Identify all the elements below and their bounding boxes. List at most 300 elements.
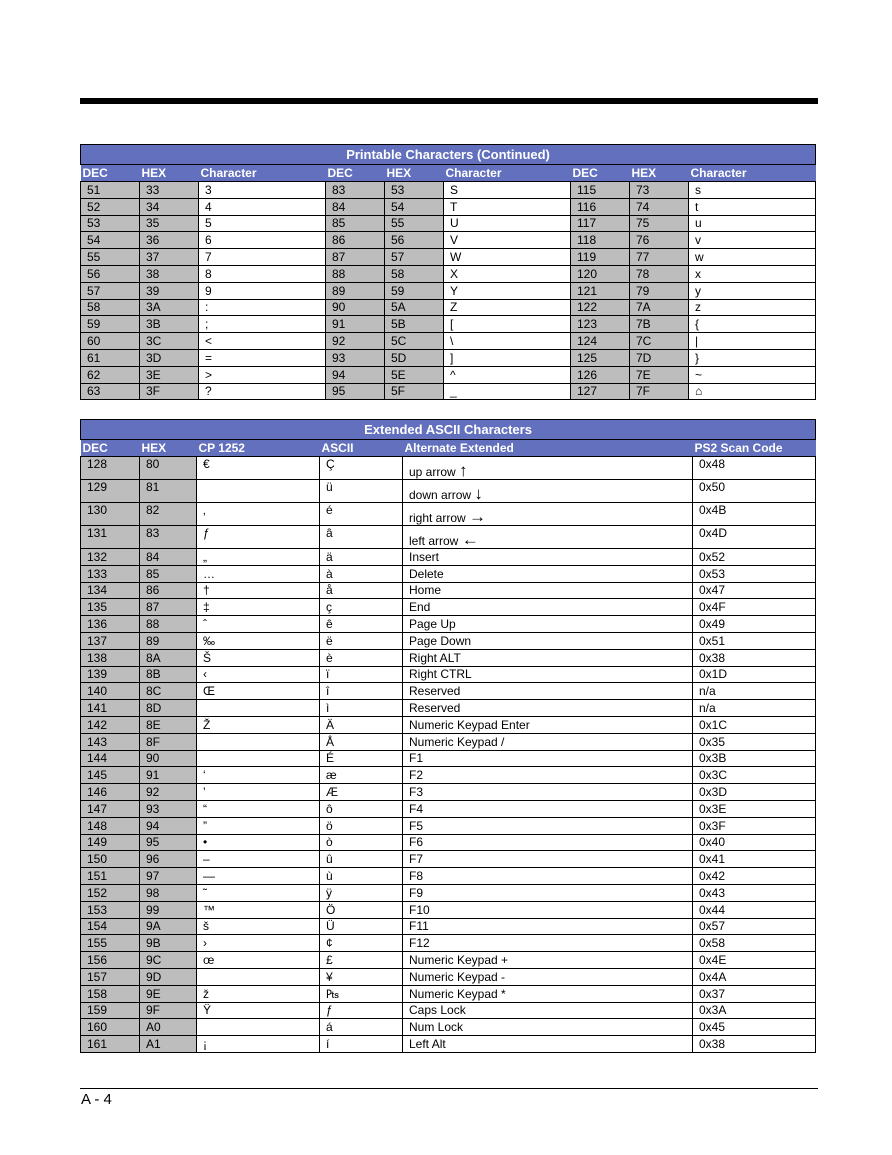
- cell-ascii: ù: [320, 868, 403, 885]
- table-row: [81, 935, 816, 952]
- cell-ps2-scan-code: 0x44: [693, 901, 816, 918]
- table-row: [81, 851, 816, 868]
- cell-alternate-extended: F3: [403, 784, 693, 801]
- col-header-dec: DEC: [81, 165, 140, 182]
- table-row: [81, 884, 816, 901]
- cell-dec: 150: [81, 851, 140, 868]
- cell-dec: 131: [81, 526, 140, 549]
- arrow-icon: →: [469, 507, 487, 526]
- cell-cp1252: €: [197, 457, 320, 480]
- cell-hex: 85: [140, 565, 197, 582]
- alternate-label: left arrow: [409, 534, 459, 548]
- cell-ps2-scan-code: 0x37: [693, 985, 816, 1002]
- table-row: [81, 249, 816, 266]
- cell-ps2-scan-code: 0x41: [693, 851, 816, 868]
- cell-dec: 95: [326, 383, 385, 400]
- cell-character: S: [444, 182, 571, 199]
- col-header-dec: DEC: [81, 440, 140, 457]
- cell-hex: 75: [630, 215, 689, 232]
- cell-dec: 92: [326, 333, 385, 350]
- cell-dec: 117: [571, 215, 630, 232]
- cell-ascii: Æ: [320, 784, 403, 801]
- cell-dec: 151: [81, 868, 140, 885]
- cell-character: W: [444, 249, 571, 266]
- cell-hex: 34: [140, 198, 199, 215]
- table-row: [81, 716, 816, 733]
- cell-dec: 156: [81, 952, 140, 969]
- cell-dec: 89: [326, 282, 385, 299]
- cell-cp1252: –: [197, 851, 320, 868]
- cell-alternate-extended: Numeric Keypad /: [403, 733, 693, 750]
- cell-character: _: [444, 383, 571, 400]
- cell-cp1252: ’: [197, 784, 320, 801]
- cell-ascii: è: [320, 649, 403, 666]
- alternate-label: up arrow: [409, 465, 456, 479]
- cell-hex: 7A: [630, 299, 689, 316]
- alternate-label: down arrow: [409, 488, 472, 502]
- cell-dec: 54: [81, 232, 140, 249]
- cell-hex: 81: [140, 480, 197, 503]
- cell-dec: 120: [571, 265, 630, 282]
- printable-characters-table: [80, 144, 816, 400]
- cell-hex: 96: [140, 851, 197, 868]
- table-row: [81, 480, 816, 503]
- cell-ps2-scan-code: 0x40: [693, 834, 816, 851]
- cell-ascii: î: [320, 683, 403, 700]
- cell-dec: 55: [81, 249, 140, 266]
- cell-cp1252: š: [197, 918, 320, 935]
- table-row: [81, 683, 816, 700]
- cell-alternate-extended: [403, 457, 693, 480]
- cell-character: 4: [199, 198, 326, 215]
- cell-dec: 63: [81, 383, 140, 400]
- cell-hex: 77: [630, 249, 689, 266]
- cell-alternate-extended: F6: [403, 834, 693, 851]
- cell-dec: 119: [571, 249, 630, 266]
- cell-ps2-scan-code: 0x3C: [693, 767, 816, 784]
- cell-cp1252: ˆ: [197, 616, 320, 633]
- cell-character: ^: [444, 366, 571, 383]
- cell-ps2-scan-code: 0x4D: [693, 526, 816, 549]
- cell-hex: 5D: [385, 349, 444, 366]
- table-row: [81, 457, 816, 480]
- cell-hex: 74: [630, 198, 689, 215]
- cell-character: }: [689, 349, 816, 366]
- cell-ascii: ö: [320, 817, 403, 834]
- cell-hex: 58: [385, 265, 444, 282]
- cell-hex: 94: [140, 817, 197, 834]
- cell-alternate-extended: End: [403, 599, 693, 616]
- cell-character: \: [444, 333, 571, 350]
- cell-hex: 86: [140, 582, 197, 599]
- table-row: [81, 349, 816, 366]
- table-row: [81, 985, 816, 1002]
- cell-cp1252: ‚: [197, 503, 320, 526]
- table-row: [81, 918, 816, 935]
- cell-hex: 80: [140, 457, 197, 480]
- cell-ps2-scan-code: 0x4A: [693, 968, 816, 985]
- cell-ps2-scan-code: 0x57: [693, 918, 816, 935]
- cell-hex: 9C: [140, 952, 197, 969]
- cell-ps2-scan-code: 0x4B: [693, 503, 816, 526]
- cell-hex: A0: [140, 1019, 197, 1036]
- cell-hex: 38: [140, 265, 199, 282]
- cell-character: x: [689, 265, 816, 282]
- cell-ascii: Ü: [320, 918, 403, 935]
- table-row: [81, 282, 816, 299]
- cell-dec: 141: [81, 700, 140, 717]
- cell-cp1252: ƒ: [197, 526, 320, 549]
- cell-cp1252: Š: [197, 649, 320, 666]
- cell-cp1252: [197, 733, 320, 750]
- cell-dec: 59: [81, 316, 140, 333]
- cell-cp1252: —: [197, 868, 320, 885]
- cell-alternate-extended: Reserved: [403, 683, 693, 700]
- cell-character: v: [689, 232, 816, 249]
- cell-ascii: ä: [320, 549, 403, 566]
- cell-dec: 85: [326, 215, 385, 232]
- cell-character: 5: [199, 215, 326, 232]
- cell-hex: 82: [140, 503, 197, 526]
- cell-ascii: â: [320, 526, 403, 549]
- cell-cp1252: †: [197, 582, 320, 599]
- cell-alternate-extended: Numeric Keypad *: [403, 985, 693, 1002]
- cell-hex: 9E: [140, 985, 197, 1002]
- cell-hex: A1: [140, 1036, 197, 1053]
- cell-ps2-scan-code: 0x4F: [693, 599, 816, 616]
- page-number: A - 4: [81, 1091, 112, 1108]
- cell-character: ]: [444, 349, 571, 366]
- cell-cp1252: …: [197, 565, 320, 582]
- cell-dec: 133: [81, 565, 140, 582]
- cell-hex: 3F: [140, 383, 199, 400]
- cell-cp1252: Ÿ: [197, 1002, 320, 1019]
- cell-ps2-scan-code: 0x35: [693, 733, 816, 750]
- cell-ascii: ÿ: [320, 884, 403, 901]
- cell-character: 9: [199, 282, 326, 299]
- cell-ascii: ¥: [320, 968, 403, 985]
- cell-hex: 7E: [630, 366, 689, 383]
- cell-dec: 148: [81, 817, 140, 834]
- cell-hex: 7D: [630, 349, 689, 366]
- cell-character: V: [444, 232, 571, 249]
- cell-character: Y: [444, 282, 571, 299]
- cell-alternate-extended: F7: [403, 851, 693, 868]
- cell-hex: 57: [385, 249, 444, 266]
- col-header-alternate-extended: Alternate Extended: [403, 440, 693, 457]
- cell-hex: 97: [140, 868, 197, 885]
- cell-cp1252: ‹: [197, 666, 320, 683]
- cell-ascii: ï: [320, 666, 403, 683]
- cell-dec: 93: [326, 349, 385, 366]
- col-header-hex: HEX: [140, 440, 197, 457]
- table-row: [81, 198, 816, 215]
- cell-alternate-extended: Right ALT: [403, 649, 693, 666]
- extended-ascii-table: [80, 419, 816, 1053]
- cell-hex: 3A: [140, 299, 199, 316]
- table-row: [81, 733, 816, 750]
- table-row: [81, 767, 816, 784]
- cell-hex: 87: [140, 599, 197, 616]
- cell-dec: 134: [81, 582, 140, 599]
- table-row: [81, 1002, 816, 1019]
- cell-alternate-extended: F10: [403, 901, 693, 918]
- cell-dec: 132: [81, 549, 140, 566]
- cell-dec: 125: [571, 349, 630, 366]
- cell-dec: 158: [81, 985, 140, 1002]
- table-row: [81, 582, 816, 599]
- cell-dec: 138: [81, 649, 140, 666]
- cell-cp1252: “: [197, 800, 320, 817]
- cell-hex: 35: [140, 215, 199, 232]
- cell-hex: 9D: [140, 968, 197, 985]
- cell-character: Z: [444, 299, 571, 316]
- cell-hex: 55: [385, 215, 444, 232]
- col-header-character: Character: [689, 165, 816, 182]
- table-row: [81, 750, 816, 767]
- cell-hex: 8F: [140, 733, 197, 750]
- cell-alternate-extended: Caps Lock: [403, 1002, 693, 1019]
- cell-alternate-extended: Right CTRL: [403, 666, 693, 683]
- cell-alternate-extended: F2: [403, 767, 693, 784]
- cell-hex: 91: [140, 767, 197, 784]
- cell-ps2-scan-code: 0x52: [693, 549, 816, 566]
- cell-hex: 8B: [140, 666, 197, 683]
- cell-hex: 7C: [630, 333, 689, 350]
- cell-dec: 127: [571, 383, 630, 400]
- cell-ascii: ò: [320, 834, 403, 851]
- cell-hex: 9A: [140, 918, 197, 935]
- cell-ps2-scan-code: 0x49: [693, 616, 816, 633]
- cell-character: 3: [199, 182, 326, 199]
- cell-cp1252: [197, 750, 320, 767]
- cell-hex: 7B: [630, 316, 689, 333]
- cell-character: :: [199, 299, 326, 316]
- cell-dec: 91: [326, 316, 385, 333]
- cell-cp1252: Œ: [197, 683, 320, 700]
- table-row: [81, 666, 816, 683]
- cell-alternate-extended: Reserved: [403, 700, 693, 717]
- cell-dec: 155: [81, 935, 140, 952]
- cell-dec: 62: [81, 366, 140, 383]
- table-row: [81, 901, 816, 918]
- table-row: [81, 383, 816, 400]
- cell-hex: 88: [140, 616, 197, 633]
- col-header-hex: HEX: [140, 165, 199, 182]
- cell-character: |: [689, 333, 816, 350]
- cell-dec: 88: [326, 265, 385, 282]
- printable-table-title: Printable Characters (Continued): [81, 145, 816, 165]
- cell-hex: 36: [140, 232, 199, 249]
- cell-dec: 146: [81, 784, 140, 801]
- cell-cp1252: ˜: [197, 884, 320, 901]
- cell-hex: 5E: [385, 366, 444, 383]
- table-row: [81, 968, 816, 985]
- cell-dec: 126: [571, 366, 630, 383]
- cell-ps2-scan-code: 0x58: [693, 935, 816, 952]
- cell-ascii: ¢: [320, 935, 403, 952]
- cell-hex: 5C: [385, 333, 444, 350]
- col-header-hex: HEX: [385, 165, 444, 182]
- cell-alternate-extended: [403, 526, 693, 549]
- cell-hex: 99: [140, 901, 197, 918]
- cell-dec: 56: [81, 265, 140, 282]
- cell-ascii: í: [320, 1036, 403, 1053]
- cell-alternate-extended: Numeric Keypad Enter: [403, 716, 693, 733]
- cell-alternate-extended: Insert: [403, 549, 693, 566]
- cell-cp1252: ¡: [197, 1036, 320, 1053]
- table-row: [81, 232, 816, 249]
- cell-ascii: é: [320, 503, 403, 526]
- cell-dec: 129: [81, 480, 140, 503]
- alternate-label: right arrow: [409, 511, 466, 525]
- cell-hex: 5F: [385, 383, 444, 400]
- table-row: [81, 549, 816, 566]
- cell-character: [: [444, 316, 571, 333]
- cell-dec: 137: [81, 632, 140, 649]
- cell-dec: 57: [81, 282, 140, 299]
- cell-hex: 9B: [140, 935, 197, 952]
- cell-dec: 144: [81, 750, 140, 767]
- cell-hex: 3B: [140, 316, 199, 333]
- cell-dec: 94: [326, 366, 385, 383]
- table-row: [81, 616, 816, 633]
- cell-alternate-extended: Num Lock: [403, 1019, 693, 1036]
- cell-dec: 84: [326, 198, 385, 215]
- cell-character: <: [199, 333, 326, 350]
- cell-character: =: [199, 349, 326, 366]
- cell-ps2-scan-code: 0x47: [693, 582, 816, 599]
- col-header-ps2-scan-code: PS2 Scan Code: [693, 440, 816, 457]
- cell-hex: 5A: [385, 299, 444, 316]
- cell-dec: 118: [571, 232, 630, 249]
- cell-hex: 79: [630, 282, 689, 299]
- cell-ps2-scan-code: 0x51: [693, 632, 816, 649]
- cell-dec: 161: [81, 1036, 140, 1053]
- table-row: [81, 868, 816, 885]
- cell-dec: 152: [81, 884, 140, 901]
- cell-ps2-scan-code: 0x3E: [693, 800, 816, 817]
- cell-character: 7: [199, 249, 326, 266]
- cell-dec: 52: [81, 198, 140, 215]
- cell-alternate-extended: F12: [403, 935, 693, 952]
- cell-dec: 86: [326, 232, 385, 249]
- cell-dec: 87: [326, 249, 385, 266]
- cell-dec: 122: [571, 299, 630, 316]
- cell-hex: 92: [140, 784, 197, 801]
- table-row: [81, 599, 816, 616]
- cell-ps2-scan-code: 0x48: [693, 457, 816, 480]
- cell-ascii: Ç: [320, 457, 403, 480]
- table-row: [81, 526, 816, 549]
- cell-ascii: ô: [320, 800, 403, 817]
- cell-character: X: [444, 265, 571, 282]
- cell-hex: 3D: [140, 349, 199, 366]
- cell-hex: 90: [140, 750, 197, 767]
- table-row: [81, 700, 816, 717]
- cell-ascii: Ä: [320, 716, 403, 733]
- table-row: [81, 1036, 816, 1053]
- table-row: [81, 565, 816, 582]
- cell-ascii: ƒ: [320, 1002, 403, 1019]
- cell-ps2-scan-code: 0x50: [693, 480, 816, 503]
- cell-dec: 159: [81, 1002, 140, 1019]
- cell-cp1252: ™: [197, 901, 320, 918]
- cell-ps2-scan-code: 0x3F: [693, 817, 816, 834]
- bottom-rule: [80, 1088, 818, 1089]
- cell-dec: 136: [81, 616, 140, 633]
- cell-dec: 123: [571, 316, 630, 333]
- cell-hex: 3C: [140, 333, 199, 350]
- cell-dec: 153: [81, 901, 140, 918]
- cell-alternate-extended: Delete: [403, 565, 693, 582]
- cell-character: U: [444, 215, 571, 232]
- table-row: [81, 1019, 816, 1036]
- cell-alternate-extended: Numeric Keypad +: [403, 952, 693, 969]
- table-row: [81, 503, 816, 526]
- cell-hex: 78: [630, 265, 689, 282]
- cell-dec: 53: [81, 215, 140, 232]
- cell-cp1252: [197, 700, 320, 717]
- cell-dec: 128: [81, 457, 140, 480]
- cell-dec: 116: [571, 198, 630, 215]
- cell-alternate-extended: F5: [403, 817, 693, 834]
- cell-hex: 8C: [140, 683, 197, 700]
- cell-character: {: [689, 316, 816, 333]
- cell-hex: 83: [140, 526, 197, 549]
- cell-character: T: [444, 198, 571, 215]
- table-row: [81, 299, 816, 316]
- cell-cp1252: „: [197, 549, 320, 566]
- cell-cp1252: Ž: [197, 716, 320, 733]
- cell-dec: 149: [81, 834, 140, 851]
- col-header-hex: HEX: [630, 165, 689, 182]
- cell-ascii: ç: [320, 599, 403, 616]
- cell-ps2-scan-code: 0x3A: [693, 1002, 816, 1019]
- cell-ps2-scan-code: 0x4E: [693, 952, 816, 969]
- cell-hex: 5B: [385, 316, 444, 333]
- cell-alternate-extended: F9: [403, 884, 693, 901]
- cell-hex: 73: [630, 182, 689, 199]
- table-row: [81, 632, 816, 649]
- table-row: [81, 800, 816, 817]
- cell-hex: 8D: [140, 700, 197, 717]
- col-header-character: Character: [444, 165, 571, 182]
- table-row: [81, 952, 816, 969]
- cell-dec: 157: [81, 968, 140, 985]
- cell-cp1252: [197, 968, 320, 985]
- table-row: [81, 366, 816, 383]
- cell-dec: 121: [571, 282, 630, 299]
- cell-ascii: ₧: [320, 985, 403, 1002]
- cell-hex: 3E: [140, 366, 199, 383]
- cell-ascii: ü: [320, 480, 403, 503]
- cell-character: ?: [199, 383, 326, 400]
- cell-ps2-scan-code: 0x3D: [693, 784, 816, 801]
- cell-ps2-scan-code: 0x53: [693, 565, 816, 582]
- cell-alternate-extended: Page Down: [403, 632, 693, 649]
- cell-ascii: ë: [320, 632, 403, 649]
- cell-dec: 61: [81, 349, 140, 366]
- cell-character: t: [689, 198, 816, 215]
- cell-cp1252: ž: [197, 985, 320, 1002]
- cell-cp1252: ‘: [197, 767, 320, 784]
- col-header-ascii: ASCII: [320, 440, 403, 457]
- table-row: [81, 265, 816, 282]
- cell-cp1252: •: [197, 834, 320, 851]
- cell-ascii: û: [320, 851, 403, 868]
- cell-dec: 90: [326, 299, 385, 316]
